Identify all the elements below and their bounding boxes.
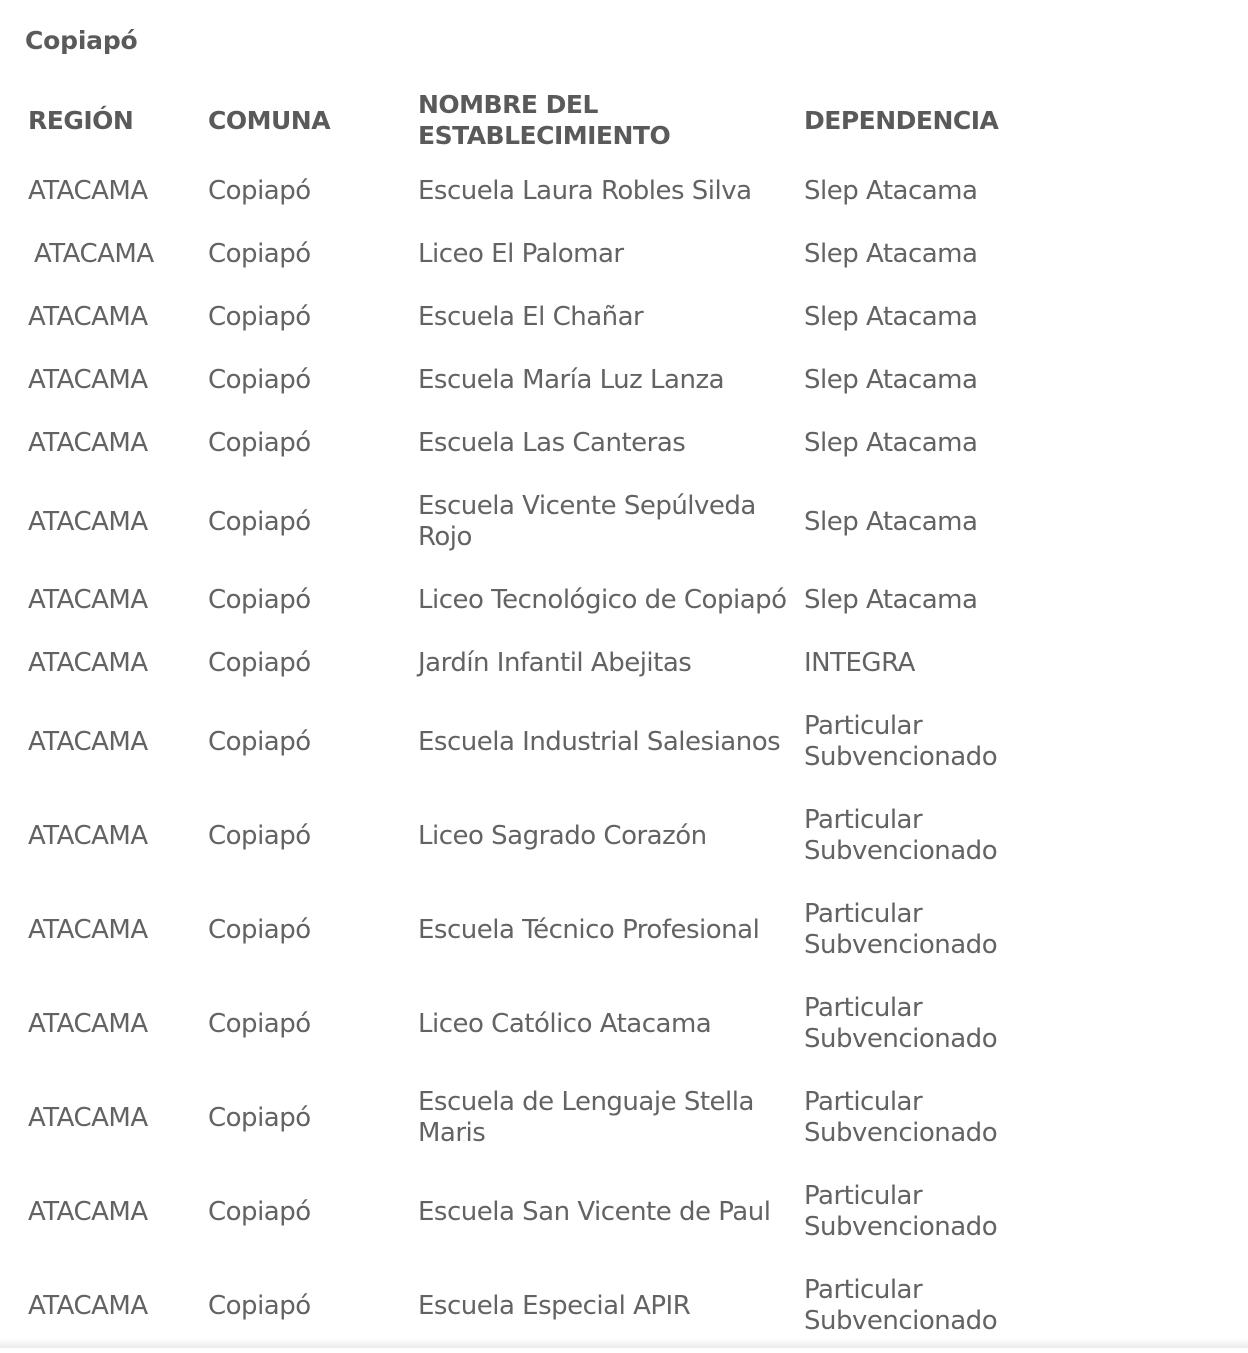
cell-nombre: Jardín Infantil Abejitas: [418, 648, 692, 678]
cell-comuna: Copiapó: [208, 914, 311, 945]
cell-region: ATACAMA: [28, 176, 148, 206]
cell-comuna: Copiapó: [208, 365, 311, 395]
header-comuna: COMUNA: [208, 105, 331, 135]
cell-region: ATACAMA: [28, 428, 148, 458]
cell-nombre: Liceo Sagrado Corazón: [418, 820, 707, 851]
cell-region: ATACAMA: [28, 1196, 148, 1227]
cell-comuna: Copiapó: [208, 1196, 311, 1227]
cell-region: ATACAMA: [28, 726, 148, 757]
cell-dependencia: Slep Atacama: [804, 302, 978, 332]
cell-dependencia: Particular Subvencionado: [804, 993, 998, 1054]
header-region: REGIÓN: [28, 105, 134, 135]
cell-region: ATACAMA: [28, 820, 148, 851]
table-row: [16, 160, 1016, 223]
cell-region: ATACAMA: [28, 506, 148, 537]
cell-dependencia: Slep Atacama: [804, 239, 978, 269]
cell-region: ATACAMA: [28, 1290, 148, 1321]
cell-nombre: Escuela Industrial Salesianos: [418, 726, 781, 757]
cell-dependencia: Particular Subvencionado: [804, 1181, 998, 1242]
table-row: [16, 977, 1016, 1071]
cell-nombre: Escuela San Vicente de Paul: [418, 1196, 771, 1227]
cell-nombre: Escuela María Luz Lanza: [418, 365, 725, 395]
table-row: [16, 349, 1016, 412]
cell-nombre: Escuela Las Canteras: [418, 428, 686, 458]
cell-dependencia: Particular Subvencionado: [804, 711, 998, 772]
cell-comuna: Copiapó: [208, 585, 311, 615]
cell-comuna: Copiapó: [208, 176, 311, 206]
bottom-edge-shadow: [0, 1338, 1248, 1348]
table-row: [16, 1165, 1016, 1259]
cell-comuna: Copiapó: [208, 726, 311, 757]
cell-nombre: Liceo Católico Atacama: [418, 1008, 712, 1039]
cell-dependencia: Slep Atacama: [804, 428, 978, 458]
cell-dependencia: Slep Atacama: [804, 176, 978, 206]
cell-dependencia: Slep Atacama: [804, 506, 978, 537]
cell-dependencia: Slep Atacama: [804, 585, 978, 615]
cell-region: ATACAMA: [28, 648, 148, 678]
table-row: [16, 1071, 1016, 1165]
header-nombre: NOMBRE DEL ESTABLECIMIENTO: [418, 90, 671, 150]
cell-comuna: Copiapó: [208, 428, 311, 458]
cell-comuna: Copiapó: [208, 239, 311, 269]
cell-nombre: Escuela Laura Robles Silva: [418, 176, 752, 206]
cell-region: ATACAMA: [28, 302, 148, 332]
page-heading: Copiapó: [25, 26, 138, 55]
header-dependencia: DEPENDENCIA: [804, 105, 999, 135]
cell-nombre: Escuela Vicente Sepúlveda Rojo: [418, 491, 756, 552]
cell-dependencia: Slep Atacama: [804, 365, 978, 395]
table-row: [16, 475, 1016, 569]
cell-comuna: Copiapó: [208, 1290, 311, 1321]
cell-dependencia: Particular Subvencionado: [804, 899, 998, 960]
cell-nombre: Escuela Especial APIR: [418, 1290, 691, 1321]
cell-comuna: Copiapó: [208, 302, 311, 332]
cell-comuna: Copiapó: [208, 648, 311, 678]
table-header-row: [16, 80, 1016, 160]
cell-region: ATACAMA: [28, 585, 148, 615]
cell-nombre: Liceo Tecnológico de Copiapó: [418, 585, 787, 615]
table-row: [16, 412, 1016, 475]
cell-dependencia: Particular Subvencionado: [804, 805, 998, 866]
cell-comuna: Copiapó: [208, 1008, 311, 1039]
cell-dependencia: Particular Subvencionado: [804, 1275, 998, 1336]
cell-comuna: Copiapó: [208, 1102, 311, 1133]
cell-region: ATACAMA: [28, 365, 148, 395]
table-row: [16, 883, 1016, 977]
table-row: [16, 286, 1016, 349]
cell-comuna: Copiapó: [208, 506, 311, 537]
cell-nombre: Escuela de Lenguaje Stella Maris: [418, 1087, 754, 1148]
table-row: [16, 789, 1016, 883]
cell-nombre: Escuela Técnico Profesional: [418, 914, 760, 945]
cell-comuna: Copiapó: [208, 820, 311, 851]
schools-table: [16, 80, 1016, 1353]
table-row: [16, 632, 1016, 695]
cell-nombre: Escuela El Chañar: [418, 302, 644, 332]
cell-region: ATACAMA: [34, 239, 154, 269]
cell-region: ATACAMA: [28, 1008, 148, 1039]
cell-dependencia: Particular Subvencionado: [804, 1087, 998, 1148]
cell-dependencia: INTEGRA: [804, 648, 915, 678]
cell-region: ATACAMA: [28, 914, 148, 945]
cell-nombre: Liceo El Palomar: [418, 239, 624, 269]
cell-region: ATACAMA: [28, 1102, 148, 1133]
table-row: [16, 569, 1016, 632]
table-row: [16, 223, 1016, 286]
table-row: [16, 695, 1016, 789]
